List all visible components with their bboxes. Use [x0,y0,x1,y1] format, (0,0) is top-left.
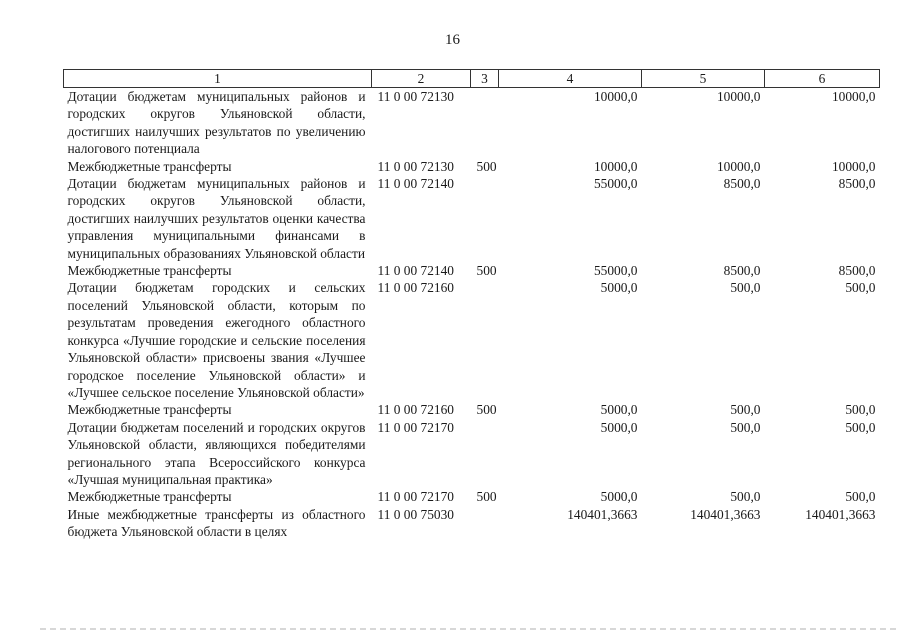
row-value-4: 55000,0 [593,176,638,192]
budget-table [63,69,880,541]
row-value-4: 5000,0 [600,280,638,296]
row-expense-type [471,88,499,158]
row-value-6: 500,0 [845,402,876,418]
row-value-4: 5000,0 [600,402,638,418]
row-value-4: 10000,0 [593,158,638,174]
column-header-2: 2 [372,70,471,88]
page-number: 16 [445,32,460,48]
row-value-6: 500,0 [845,489,876,505]
row-target-code: 11 0 00 72130 [377,158,454,174]
row-value-5: 140401,3663 [690,506,761,522]
column-header-6: 6 [765,70,880,88]
row-value-4: 55000,0 [593,263,638,279]
row-name: Дотации бюджетам муниципальных районов и городских округов Ульяновской области, достигших наилучших результатов оценки качества управления муниципальными финансами в муниципальных образованиях Ульяновской области [67,176,366,261]
row-value-4: 5000,0 [600,489,638,505]
column-header-3: 3 [471,70,499,88]
row-target-code: 11 0 00 72160 [377,280,454,296]
row-value-6: 8500,0 [838,176,876,192]
table-row [64,88,880,158]
row-value-6: 500,0 [845,280,876,296]
row-target-code: 11 0 00 72140 [377,263,454,279]
row-name: Межбюджетные трансферты [67,158,232,174]
row-name: Дотации бюджетам поселений и городских округов Ульяновской области, являющихся победителями регионального этапа Всероссийского конкурса «Лучшая муниципальная практика» [67,419,366,487]
table-row [64,506,880,541]
column-header-4: 4 [499,70,642,88]
row-value-5: 8500,0 [723,263,761,279]
row-value-4: 5000,0 [600,419,638,435]
row-value-6: 10000,0 [831,158,876,174]
row-value-5: 10000,0 [716,89,761,104]
row-expense-type: 500 [476,263,497,279]
row-expense-type: 500 [476,402,497,418]
table-body [64,88,880,541]
row-name: Иные межбюджетные трансферты из областного бюджета Ульяновской области в целях [67,506,366,540]
row-expense-type: 500 [476,158,497,174]
row-value-4: 140401,3663 [567,506,638,522]
row-value-5: 500,0 [730,280,761,296]
row-target-code: 11 0 00 75030 [377,506,454,522]
table-row [64,488,880,505]
table-row [64,279,880,401]
row-expense-type: 500 [476,489,497,505]
row-name: Межбюджетные трансферты [67,402,232,418]
row-expense-type [471,419,499,489]
row-expense-type [471,175,499,262]
row-target-code: 11 0 00 72160 [377,402,454,418]
table-row [64,401,880,418]
row-value-6: 8500,0 [838,263,876,279]
row-value-4: 10000,0 [593,89,638,104]
table-row [64,419,880,489]
row-target-code: 11 0 00 72130 [377,89,454,104]
row-value-5: 500,0 [730,419,761,435]
row-name: Межбюджетные трансферты [67,263,232,279]
row-value-6: 10000,0 [831,89,876,104]
row-value-6: 500,0 [845,419,876,435]
column-header-5: 5 [642,70,765,88]
row-name: Дотации бюджетам городских и сельских поселений Ульяновской области, которым по результатам проведения ежегодного областного конкурса «Лучшие городские и сельские поселения Ульяновской области» присвоены звания «Лучшее городское поселение Ульяновской области» и «Лучшее сельское поселение Ульяновской области» [67,280,366,400]
column-header-1: 1 [64,70,372,88]
row-target-code: 11 0 00 72170 [377,489,454,505]
row-value-5: 500,0 [730,489,761,505]
row-target-code: 11 0 00 72170 [377,419,454,435]
table-row [64,175,880,262]
row-target-code: 11 0 00 72140 [377,176,454,192]
row-value-6: 140401,3663 [805,506,876,522]
table-header [64,70,880,88]
table-row [64,262,880,279]
table-row [64,158,880,175]
row-name: Дотации бюджетам муниципальных районов и городских округов Ульяновской области, достигших наилучших результатов по увеличению налогового потенциала [67,89,366,157]
row-value-5: 8500,0 [723,176,761,192]
row-expense-type [471,279,499,401]
row-name: Межбюджетные трансферты [67,489,232,505]
row-expense-type [471,506,499,541]
row-value-5: 10000,0 [716,158,761,174]
scan-artifact-line [40,628,900,630]
row-value-5: 500,0 [730,402,761,418]
